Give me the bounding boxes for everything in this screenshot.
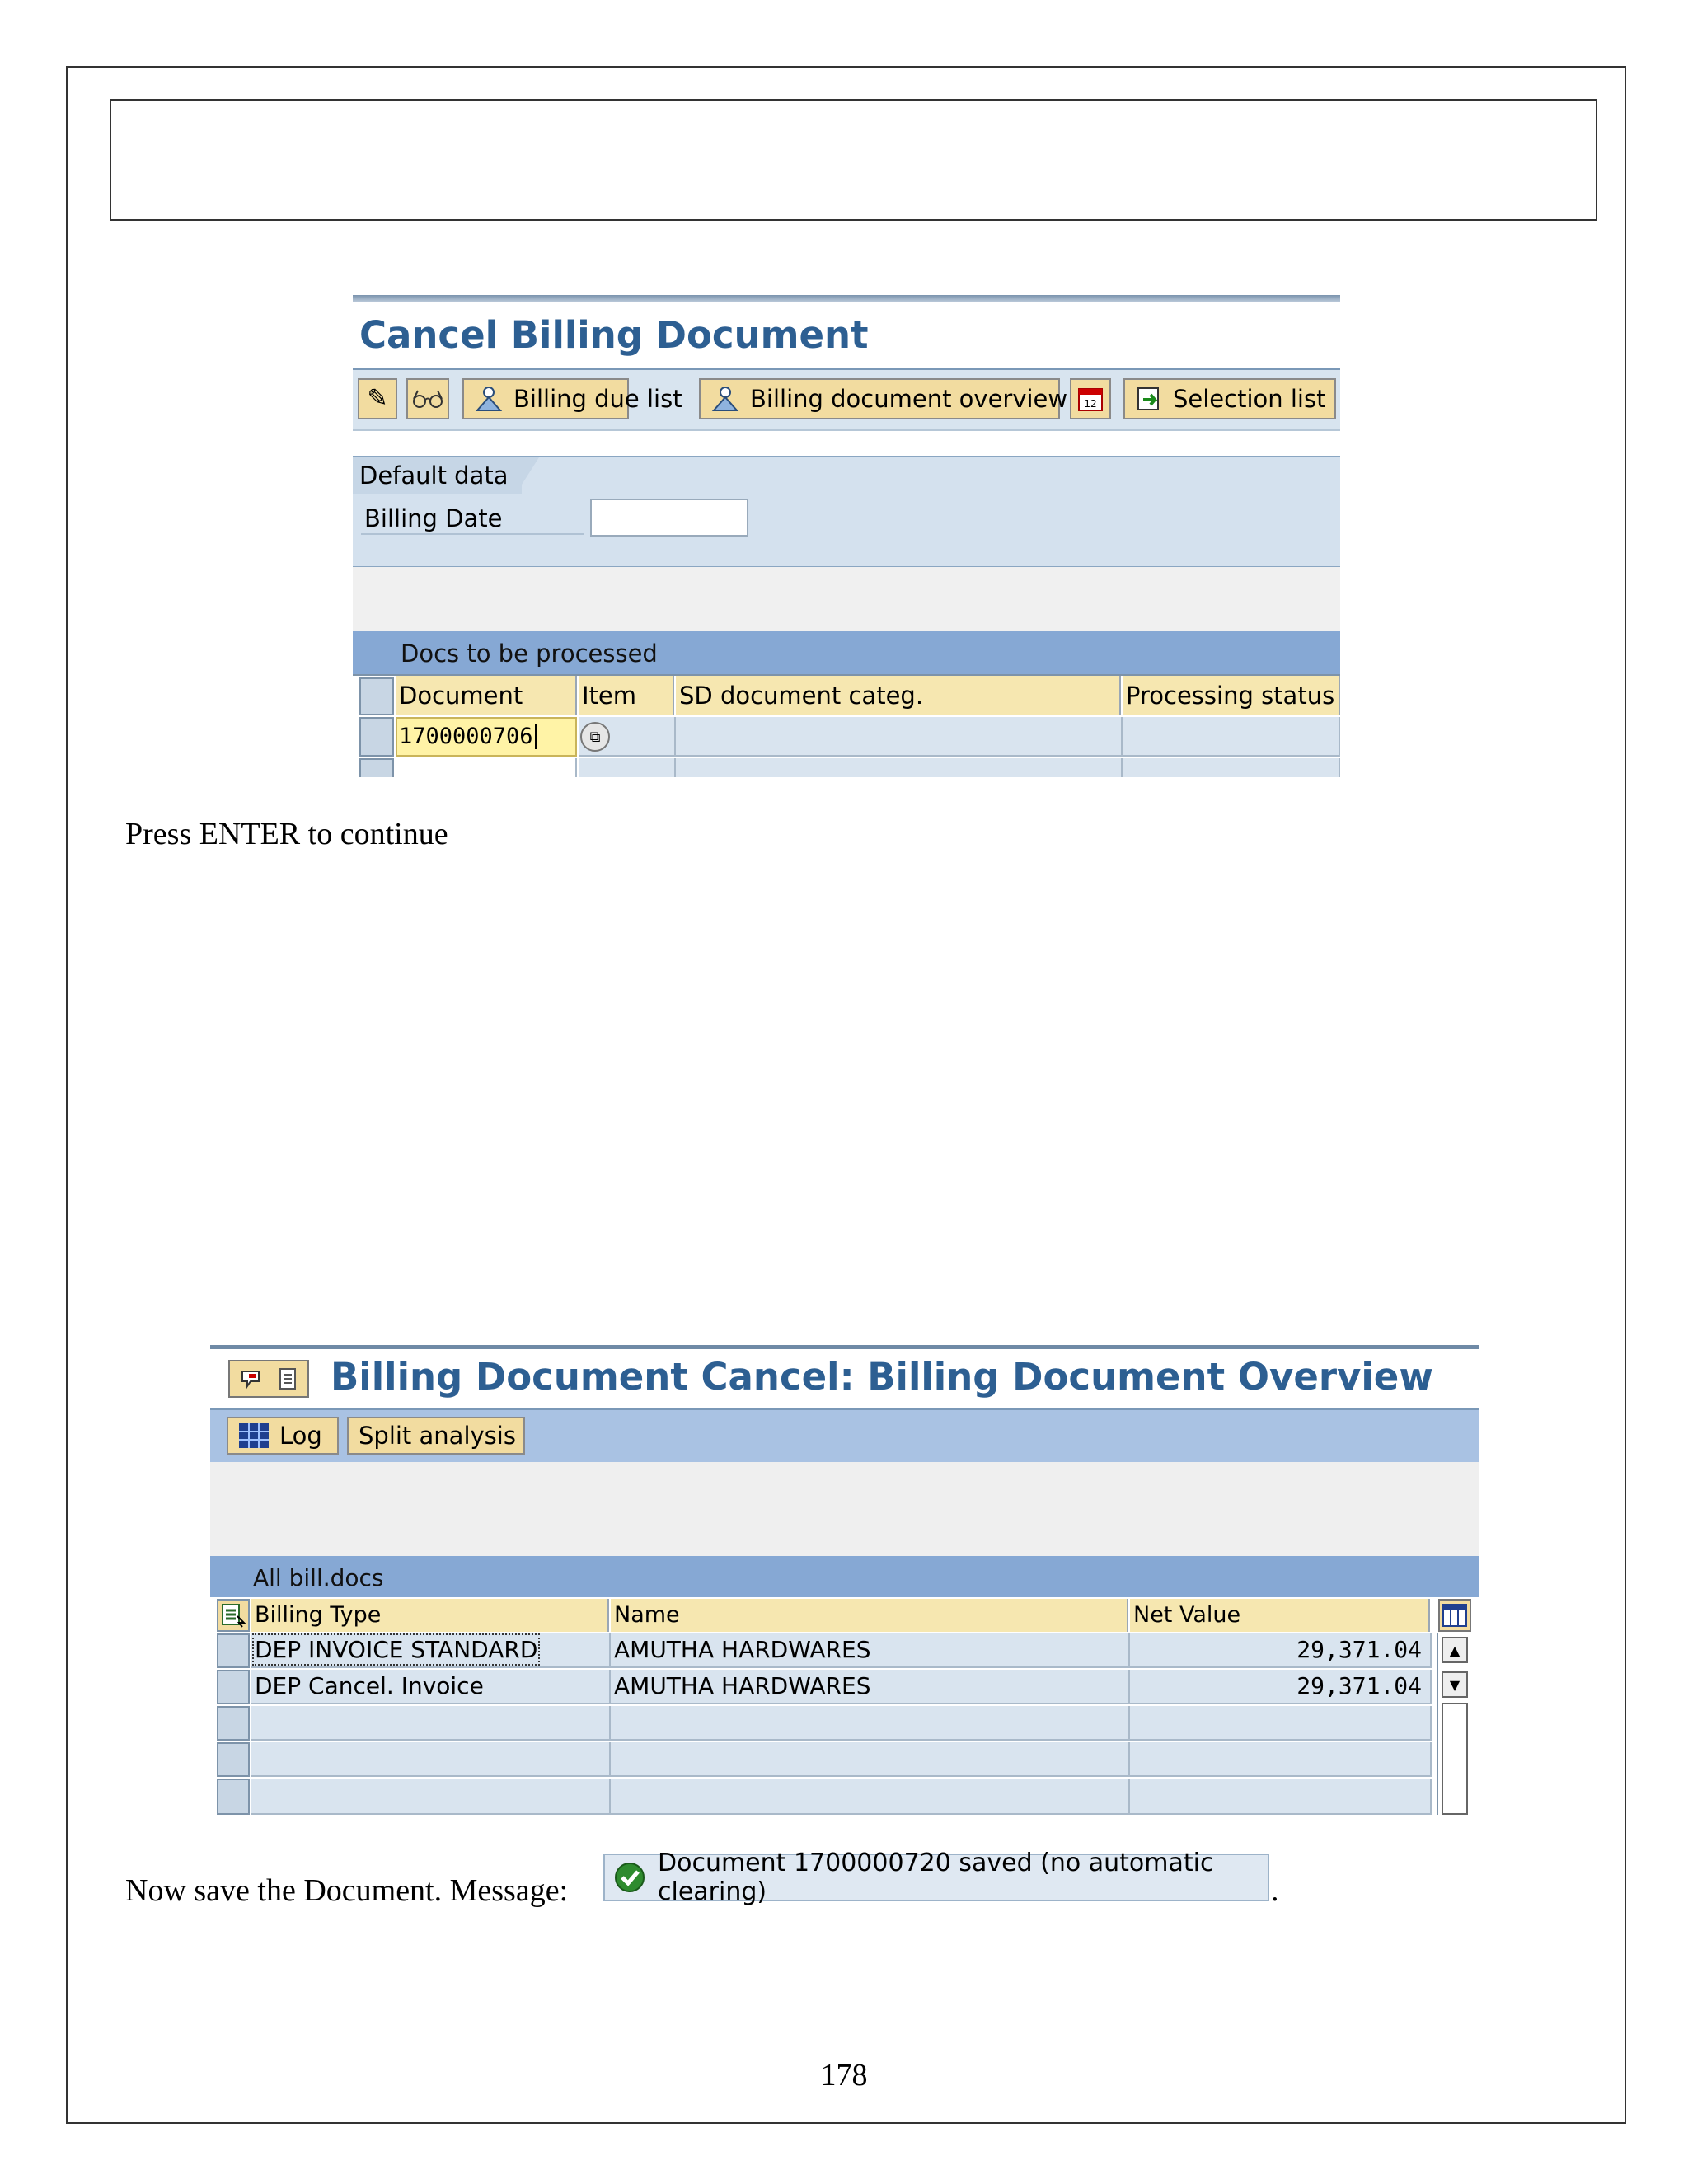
selection-list-label: Selection list: [1173, 385, 1326, 413]
spacer: [353, 567, 1340, 631]
column-header-billing-type[interactable]: Billing Type: [251, 1599, 609, 1632]
scroll-up-button[interactable]: [1442, 1637, 1468, 1663]
column-header-item[interactable]: Item: [579, 676, 674, 715]
screen-title: Billing Document Cancel: Billing Document Overview: [331, 1355, 1433, 1399]
scroll-down-button[interactable]: [1442, 1671, 1468, 1698]
table-cell-sd-categ[interactable]: [676, 717, 1123, 757]
document-number-input[interactable]: 1700000706: [396, 717, 577, 757]
tab-slant: [516, 457, 539, 494]
title-bar-line: [210, 1345, 1479, 1349]
layout-menu-button[interactable]: [217, 1599, 250, 1632]
status-message-text: Document 1700000720 saved (no automatic clearing): [658, 1849, 1214, 1906]
instruction-save-document: Now save the Document. Message:: [125, 1873, 569, 1908]
select-all-button[interactable]: [359, 677, 394, 715]
column-header-name[interactable]: Name: [611, 1599, 1128, 1632]
spacer: [210, 1462, 1479, 1556]
person-icon: [474, 384, 504, 414]
default-data-section: [353, 456, 1340, 568]
title-bar-line: [353, 295, 1340, 302]
application-toolbar: [210, 1408, 1479, 1463]
row-selector[interactable]: [359, 758, 394, 777]
column-header-sd-document-categ[interactable]: SD document categ.: [676, 676, 1121, 715]
select-layout-icon: [221, 1603, 246, 1628]
row-selector[interactable]: [217, 1779, 250, 1815]
person-icon: [710, 384, 740, 414]
docs-table-title: Docs to be processed: [401, 640, 658, 668]
billing-overview-screenshot: [210, 1345, 1479, 1815]
table-cell-billing-type[interactable]: [251, 1742, 611, 1777]
arrow-down-icon: ▼: [1449, 1676, 1461, 1693]
row-selector[interactable]: [359, 717, 394, 757]
table-cell-name[interactable]: [611, 1779, 1130, 1815]
table-cell-document[interactable]: [396, 758, 577, 777]
column-header-document[interactable]: Document: [396, 676, 577, 715]
cancel-billing-screenshot: [353, 295, 1340, 777]
log-label: Log: [279, 1422, 322, 1450]
billing-due-list-label: Billing due list: [513, 385, 682, 413]
scroll-track[interactable]: [1442, 1703, 1468, 1815]
table-cell-billing-type[interactable]: DEP Cancel. Invoice: [251, 1670, 611, 1704]
column-settings-icon: [1442, 1604, 1467, 1627]
table-cell-item[interactable]: [579, 758, 676, 777]
grid-log-icon: [238, 1422, 270, 1449]
instruction-press-enter: Press ENTER to continue: [125, 817, 448, 851]
svg-text:12: 12: [1084, 398, 1097, 410]
table-cell-item[interactable]: [579, 717, 676, 757]
table-cell-status[interactable]: [1123, 758, 1340, 777]
bill-docs-table-title-bar: [210, 1556, 1479, 1597]
table-cell-billing-type[interactable]: DEP INVOICE STANDARD: [251, 1633, 611, 1668]
row-selector[interactable]: [217, 1706, 250, 1741]
selection-list-button[interactable]: [1123, 378, 1336, 419]
refresh-list-icon: [1135, 385, 1163, 413]
log-button[interactable]: [227, 1417, 339, 1455]
table-cell-sd-categ[interactable]: [676, 758, 1123, 777]
document-flow-icon: [241, 1366, 274, 1391]
split-analysis-button[interactable]: [347, 1417, 525, 1455]
label-underline: [361, 533, 584, 535]
screen-title: Cancel Billing Document: [359, 313, 869, 357]
row-selector[interactable]: [217, 1742, 250, 1777]
billing-date-input[interactable]: [590, 499, 748, 537]
notes-icon: [279, 1367, 297, 1390]
table-cell-net-value[interactable]: 29,371.04: [1130, 1670, 1432, 1704]
edit-button[interactable]: [358, 378, 397, 419]
table-cell-billing-type[interactable]: [251, 1779, 611, 1815]
row-selector[interactable]: [217, 1670, 250, 1704]
display-button[interactable]: [406, 378, 449, 419]
column-header-processing-status[interactable]: Processing status: [1123, 676, 1340, 715]
table-cell-net-value[interactable]: [1130, 1706, 1432, 1741]
instruction-end-period: .: [1271, 1873, 1279, 1908]
column-header-net-value[interactable]: Net Value: [1130, 1599, 1430, 1632]
calendar-icon: [1076, 385, 1104, 413]
table-cell-name[interactable]: [611, 1706, 1130, 1741]
bill-docs-table-title: All bill.docs: [253, 1564, 384, 1591]
page-number: 178: [820, 2058, 868, 2093]
application-toolbar: [353, 368, 1340, 431]
table-cell-name[interactable]: AMUTHA HARDWARES: [611, 1633, 1130, 1668]
billing-date-label: Billing Date: [364, 504, 503, 532]
value-help-icon[interactable]: ⧉: [580, 722, 610, 752]
billing-document-overview-label: Billing document overview: [750, 385, 1068, 413]
status-message-bar: [603, 1849, 1269, 1906]
table-cell-billing-type[interactable]: [251, 1706, 611, 1741]
default-data-tab: Default data: [353, 457, 522, 494]
table-cell-name[interactable]: [611, 1742, 1130, 1777]
table-cell-net-value[interactable]: 29,371.04: [1130, 1633, 1432, 1668]
arrow-up-icon: ▲: [1449, 1642, 1461, 1658]
column-settings-button[interactable]: [1438, 1599, 1471, 1632]
billing-due-list-button[interactable]: [462, 378, 682, 419]
table-cell-net-value[interactable]: [1130, 1742, 1432, 1777]
header-box: [110, 99, 1597, 221]
table-cell-net-value[interactable]: [1130, 1779, 1432, 1815]
row-selector[interactable]: [217, 1633, 250, 1668]
table-cell-name[interactable]: AMUTHA HARDWARES: [611, 1670, 1130, 1704]
document-flow-button[interactable]: [228, 1360, 309, 1398]
calendar-button[interactable]: [1070, 378, 1111, 419]
split-analysis-label: Split analysis: [359, 1422, 516, 1450]
success-check-icon: [613, 1861, 646, 1894]
docs-table-title-bar: [353, 631, 1340, 674]
glasses-icon: [411, 387, 444, 410]
pencil-icon: ✎: [367, 384, 388, 413]
billing-document-overview-button[interactable]: [699, 378, 1068, 419]
table-cell-status[interactable]: [1123, 717, 1340, 757]
